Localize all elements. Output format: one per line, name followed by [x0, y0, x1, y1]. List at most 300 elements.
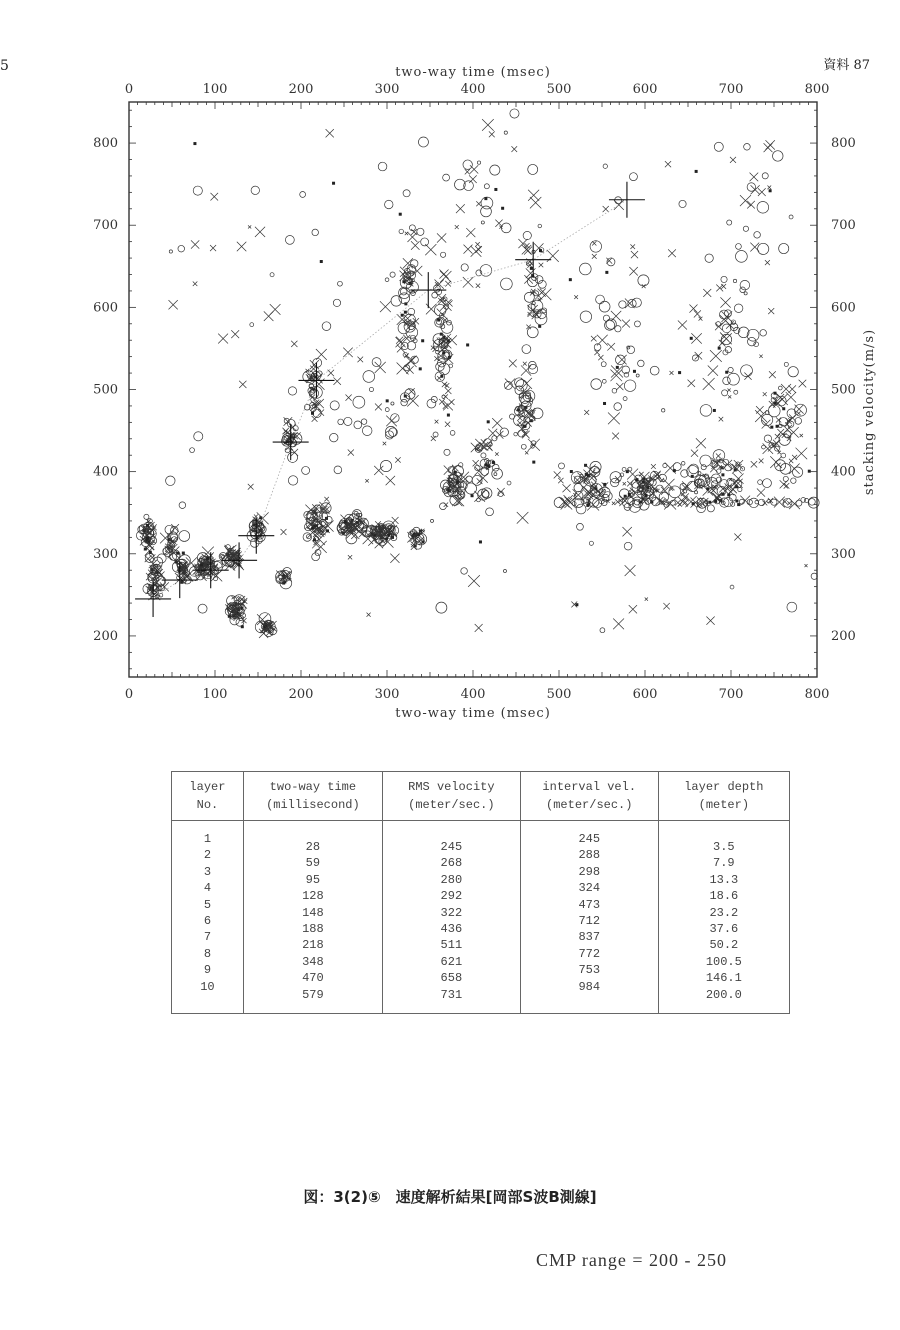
x-tick-label-bottom: 300	[374, 687, 400, 702]
table-header-row	[172, 772, 790, 821]
semblance-point	[466, 476, 472, 482]
semblance-point	[662, 409, 665, 412]
floor-point	[789, 498, 800, 509]
y-tick-label-left: 800	[93, 136, 118, 152]
semblance-point	[326, 129, 334, 137]
semblance-point	[605, 271, 608, 274]
semblance-point	[681, 462, 685, 466]
semblance-point	[691, 450, 698, 457]
semblance-point	[612, 388, 617, 393]
semblance-point	[250, 323, 254, 327]
semblance-point	[747, 329, 759, 341]
semblance-point	[601, 362, 606, 367]
floor-point	[808, 470, 811, 473]
semblance-point	[466, 228, 475, 237]
x-tick-label-bottom: 400	[460, 687, 486, 702]
semblance-point	[598, 355, 603, 360]
floor-point	[791, 478, 796, 483]
semblance-point	[308, 387, 315, 394]
semblance-point	[525, 451, 528, 454]
y-tick-label-right: 300	[831, 546, 856, 562]
semblance-point	[471, 246, 482, 257]
semblance-point	[591, 379, 602, 390]
semblance-point	[628, 493, 631, 496]
semblance-point	[800, 434, 803, 437]
semblance-point	[758, 480, 763, 485]
semblance-point	[736, 251, 748, 263]
semblance-point	[638, 360, 645, 367]
layer-number: 5	[203, 897, 212, 912]
semblance-point	[633, 370, 636, 373]
velocity-pick	[221, 542, 257, 578]
semblance-point	[789, 459, 793, 463]
semblance-point	[629, 267, 637, 275]
semblance-point	[767, 186, 771, 190]
semblance-point	[738, 487, 742, 491]
semblance-point	[357, 357, 363, 363]
semblance-point	[574, 295, 578, 299]
semblance-point	[464, 245, 473, 254]
semblance-point	[405, 356, 416, 367]
semblance-point	[528, 190, 539, 201]
semblance-point	[411, 241, 420, 250]
semblance-point	[386, 416, 397, 427]
semblance-point	[291, 341, 297, 347]
semblance-point	[603, 492, 612, 501]
semblance-point	[403, 190, 410, 197]
semblance-point	[445, 422, 450, 427]
interval-velocity-value: 245	[578, 832, 601, 846]
floor-point	[570, 470, 573, 473]
layer-number: 10	[200, 979, 215, 994]
semblance-point	[625, 565, 636, 576]
semblance-point	[718, 347, 721, 350]
semblance-point	[353, 396, 365, 408]
semblance-point	[733, 473, 743, 483]
semblance-point	[315, 399, 324, 408]
semblance-point	[607, 343, 615, 351]
x-tick-label-top: 500	[546, 82, 572, 97]
semblance-point	[481, 453, 486, 458]
semblance-point	[518, 239, 527, 248]
semblance-point	[748, 337, 756, 345]
semblance-point	[747, 183, 755, 191]
semblance-point	[779, 243, 789, 253]
interval-velocity-value: 837	[578, 930, 601, 945]
figure-caption: 図：3(2)⑤ 速度解析結果[岡部S波B測線]	[303, 1188, 597, 1206]
y-tick-label-right: 400	[831, 464, 856, 480]
x-tick-label-top: 100	[202, 82, 228, 97]
semblance-point	[799, 380, 807, 388]
semblance-point	[375, 362, 386, 373]
floor-point	[639, 501, 642, 504]
semblance-point	[679, 200, 686, 207]
semblance-point	[626, 470, 629, 473]
semblance-point	[484, 197, 487, 200]
header-layer: layer No.	[172, 772, 244, 821]
semblance-point	[324, 497, 328, 501]
semblance-point	[136, 531, 145, 540]
col-rms	[382, 821, 520, 1014]
semblance-point	[744, 292, 747, 295]
velocity-table	[171, 771, 790, 1014]
y-tick-label-left: 300	[93, 546, 118, 562]
semblance-point	[727, 220, 732, 225]
layer-number-list	[172, 831, 243, 995]
semblance-point	[179, 531, 190, 542]
header-layer-depth: layer depth (meter)	[658, 772, 789, 821]
semblance-point	[270, 273, 274, 277]
semblance-point	[678, 371, 681, 374]
interval-velocity-value: 772	[578, 946, 601, 961]
col-layer	[172, 821, 244, 1014]
semblance-point	[576, 504, 586, 514]
semblance-point	[312, 229, 319, 236]
semblance-point	[532, 461, 535, 464]
semblance-point	[645, 597, 648, 600]
semblance-point	[540, 289, 552, 301]
semblance-point	[517, 512, 529, 524]
semblance-point	[521, 378, 532, 389]
semblance-point	[476, 201, 481, 206]
semblance-point	[590, 241, 601, 252]
semblance-point	[440, 252, 445, 257]
x-tick-label-top: 700	[718, 82, 744, 97]
layer-depth-value: 7.9	[713, 856, 735, 871]
floor-point	[758, 499, 764, 505]
layer-number: 2	[203, 848, 212, 863]
semblance-point	[191, 240, 199, 248]
semblance-point	[740, 195, 751, 206]
semblance-point	[452, 465, 458, 471]
semblance-point	[706, 487, 709, 490]
semblance-point	[218, 334, 228, 344]
semblance-point	[407, 395, 418, 406]
y-tick-label-left: 500	[93, 382, 118, 398]
x-tick-label-top: 200	[288, 82, 314, 97]
semblance-point	[482, 119, 494, 131]
semblance-point	[569, 278, 572, 281]
rms-velocity-value: 322	[440, 905, 463, 920]
semblance-point	[787, 602, 797, 612]
semblance-point	[430, 519, 433, 522]
x-tick-label-bottom: 0	[124, 687, 134, 702]
floor-point	[612, 502, 615, 505]
semblance-point	[500, 428, 508, 436]
semblance-point	[795, 405, 804, 414]
velocity-table-wrap	[171, 771, 790, 1014]
page-edge-mark: 5	[0, 58, 9, 74]
floor-point	[593, 498, 602, 507]
semblance-point	[435, 420, 439, 424]
velocity-pick	[515, 242, 551, 278]
semblance-point	[770, 426, 773, 429]
semblance-point	[797, 411, 801, 415]
semblance-point	[705, 254, 713, 262]
semblance-point	[769, 371, 776, 378]
semblance-point	[722, 390, 728, 396]
semblance-point	[466, 343, 469, 346]
semblance-point	[200, 563, 203, 566]
semblance-point	[768, 308, 774, 314]
floor-point	[663, 463, 667, 467]
layer-depth-value: 13.3	[709, 872, 739, 887]
semblance-point	[492, 461, 495, 464]
semblance-point	[611, 311, 621, 321]
semblance-point	[599, 301, 610, 312]
semblance-point	[616, 366, 619, 369]
semblance-point	[703, 378, 715, 390]
semblance-point	[691, 333, 701, 343]
semblance-point	[395, 457, 400, 462]
semblance-point	[288, 387, 296, 395]
semblance-point	[281, 529, 287, 535]
semblance-point	[781, 453, 786, 458]
semblance-point	[721, 276, 727, 282]
floor-point	[708, 501, 711, 504]
semblance-point	[400, 288, 407, 295]
header-two-way-time: two-way time (millisecond)	[243, 772, 382, 821]
semblance-point	[402, 280, 405, 283]
semblance-point	[387, 534, 390, 537]
floor-point	[603, 483, 606, 486]
semblance-point	[730, 157, 736, 163]
table-body-row	[172, 821, 790, 1014]
semblance-point	[497, 488, 505, 496]
cmp-range: CMP range = 200 - 250	[536, 1250, 727, 1270]
semblance-point	[765, 140, 774, 149]
semblance-point	[713, 409, 716, 412]
layer-depth-value: 23.2	[709, 905, 739, 920]
semblance-point	[386, 399, 389, 402]
semblance-point	[437, 376, 441, 380]
semblance-point	[734, 534, 741, 541]
semblance-point	[670, 371, 674, 375]
semblance-point	[316, 349, 327, 360]
semblance-point	[584, 410, 589, 415]
semblance-point	[375, 404, 382, 411]
semblance-point	[755, 410, 767, 422]
velocity-pick	[273, 424, 309, 460]
semblance-point	[385, 408, 389, 412]
semblance-point	[399, 213, 402, 216]
semblance-point	[754, 232, 761, 239]
semblance-point	[198, 604, 207, 613]
rms-velocity-value: 511	[440, 938, 463, 953]
x-axis-title-bottom: two-way time (msec)	[395, 706, 551, 721]
semblance-point	[591, 336, 597, 342]
x-tick-label-top: 800	[804, 82, 830, 97]
semblance-point	[526, 261, 531, 266]
semblance-point	[610, 370, 622, 382]
semblance-point	[727, 388, 730, 391]
semblance-point	[720, 315, 731, 326]
semblance-point	[390, 272, 395, 277]
semblance-point	[505, 379, 515, 389]
semblance-point	[719, 417, 724, 422]
semblance-point	[518, 421, 522, 425]
semblance-point	[434, 279, 443, 288]
floor-point	[623, 482, 626, 485]
semblance-point	[386, 476, 395, 485]
semblance-point	[372, 358, 381, 367]
semblance-point	[311, 412, 314, 415]
two-way-time-value: 128	[302, 889, 324, 904]
semblance-point	[374, 466, 383, 475]
semblance-point	[479, 540, 482, 543]
interval-velocity-value: 288	[578, 848, 601, 863]
y-axis-title-right: stacking velocity(m/s)	[862, 328, 877, 496]
semblance-point	[775, 434, 780, 439]
semblance-point	[530, 197, 541, 208]
semblance-point	[629, 605, 637, 613]
semblance-point	[524, 417, 530, 423]
semblance-point	[481, 221, 484, 224]
semblance-point	[690, 337, 693, 340]
floor-point	[675, 500, 681, 506]
semblance-point	[182, 552, 185, 555]
semblance-point	[733, 279, 736, 282]
semblance-point	[392, 517, 399, 524]
semblance-point	[495, 220, 502, 227]
semblance-point	[206, 557, 209, 560]
semblance-point	[603, 164, 607, 168]
semblance-point	[773, 151, 783, 161]
semblance-point	[471, 494, 474, 497]
semblance-point	[443, 174, 450, 181]
semblance-point	[333, 299, 340, 306]
semblance-point	[597, 335, 608, 346]
semblance-point	[624, 542, 632, 550]
semblance-point	[302, 466, 310, 474]
semblance-point	[539, 263, 544, 268]
semblance-point	[501, 207, 504, 210]
semblance-point	[385, 278, 389, 282]
semblance-point	[503, 569, 506, 572]
y-tick-label-left: 400	[93, 464, 118, 480]
semblance-point	[450, 431, 455, 436]
semblance-point	[624, 380, 636, 392]
floor-point	[755, 500, 759, 504]
semblance-point	[634, 321, 640, 327]
semblance-point	[776, 463, 780, 467]
semblance-point	[509, 359, 517, 367]
floor-point	[683, 490, 686, 493]
layer-depth-value: 200.0	[705, 987, 742, 1002]
semblance-point	[210, 245, 216, 251]
interval-velocity-value: 298	[578, 864, 601, 879]
semblance-point	[345, 395, 351, 401]
semblance-point	[241, 625, 244, 628]
semblance-point	[193, 282, 198, 287]
rms-velocity-value: 621	[440, 954, 463, 969]
semblance-point	[774, 392, 777, 395]
semblance-point	[338, 281, 343, 286]
two-way-time-value: 218	[302, 938, 324, 953]
semblance-point	[144, 514, 149, 519]
semblance-point	[363, 371, 375, 383]
semblance-point	[344, 417, 352, 425]
semblance-point	[487, 420, 490, 423]
semblance-point	[436, 602, 447, 613]
semblance-point	[668, 249, 676, 257]
semblance-point	[663, 603, 669, 609]
semblance-point	[338, 419, 344, 425]
semblance-point	[495, 452, 498, 455]
semblance-point	[764, 143, 773, 152]
semblance-point	[622, 320, 630, 328]
semblance-point	[757, 202, 769, 214]
semblance-point	[255, 227, 265, 237]
semblance-point	[190, 448, 195, 453]
semblance-point	[501, 278, 513, 290]
semblance-point	[757, 489, 765, 497]
x-tick-label-bottom: 600	[632, 687, 658, 702]
semblance-point	[744, 372, 751, 379]
semblance-point	[700, 455, 711, 466]
semblance-point	[694, 310, 701, 317]
rms-velocity-value: 731	[440, 987, 463, 1002]
semblance-point	[744, 144, 751, 151]
semblance-point	[523, 362, 527, 366]
layer-depth-value: 50.2	[709, 938, 739, 953]
semblance-point	[465, 169, 470, 174]
floor-point	[740, 496, 750, 506]
semblance-point	[179, 502, 186, 509]
semblance-point	[777, 429, 784, 436]
semblance-point	[764, 435, 771, 442]
semblance-point	[530, 267, 533, 270]
semblance-point	[437, 233, 446, 242]
floor-point	[635, 478, 638, 481]
semblance-point	[727, 493, 730, 496]
semblance-point	[166, 476, 175, 485]
rms-velocity-value: 292	[440, 889, 463, 904]
semblance-point	[650, 366, 659, 375]
semblance-point	[784, 362, 788, 366]
floor-point	[780, 480, 788, 488]
two-way-time-value: 95	[305, 872, 321, 887]
floor-point	[735, 499, 738, 502]
semblance-point	[710, 350, 722, 362]
semblance-point	[300, 191, 306, 197]
semblance-point	[622, 467, 626, 471]
semblance-point	[481, 206, 492, 217]
semblance-point	[619, 301, 626, 308]
layer-number: 6	[203, 913, 212, 928]
semblance-point	[528, 361, 536, 369]
semblance-point	[504, 131, 507, 134]
semblance-point	[514, 432, 518, 436]
semblance-point	[475, 624, 483, 632]
two-way-time-value: 28	[305, 840, 321, 854]
semblance-point	[354, 421, 362, 429]
floor-point	[692, 502, 695, 505]
semblance-point	[401, 314, 404, 317]
semblance-point	[380, 301, 391, 312]
semblance-point	[703, 289, 711, 297]
y-tick-label-left: 700	[93, 218, 118, 234]
velocity-pick	[609, 182, 645, 218]
semblance-point	[501, 223, 511, 233]
two-way-time-value-list	[244, 831, 382, 1003]
semblance-point	[603, 206, 609, 212]
semblance-point	[165, 525, 174, 534]
semblance-point	[511, 146, 517, 152]
semblance-point	[539, 249, 542, 252]
layer-number: 8	[203, 946, 212, 961]
semblance-point	[719, 310, 728, 319]
